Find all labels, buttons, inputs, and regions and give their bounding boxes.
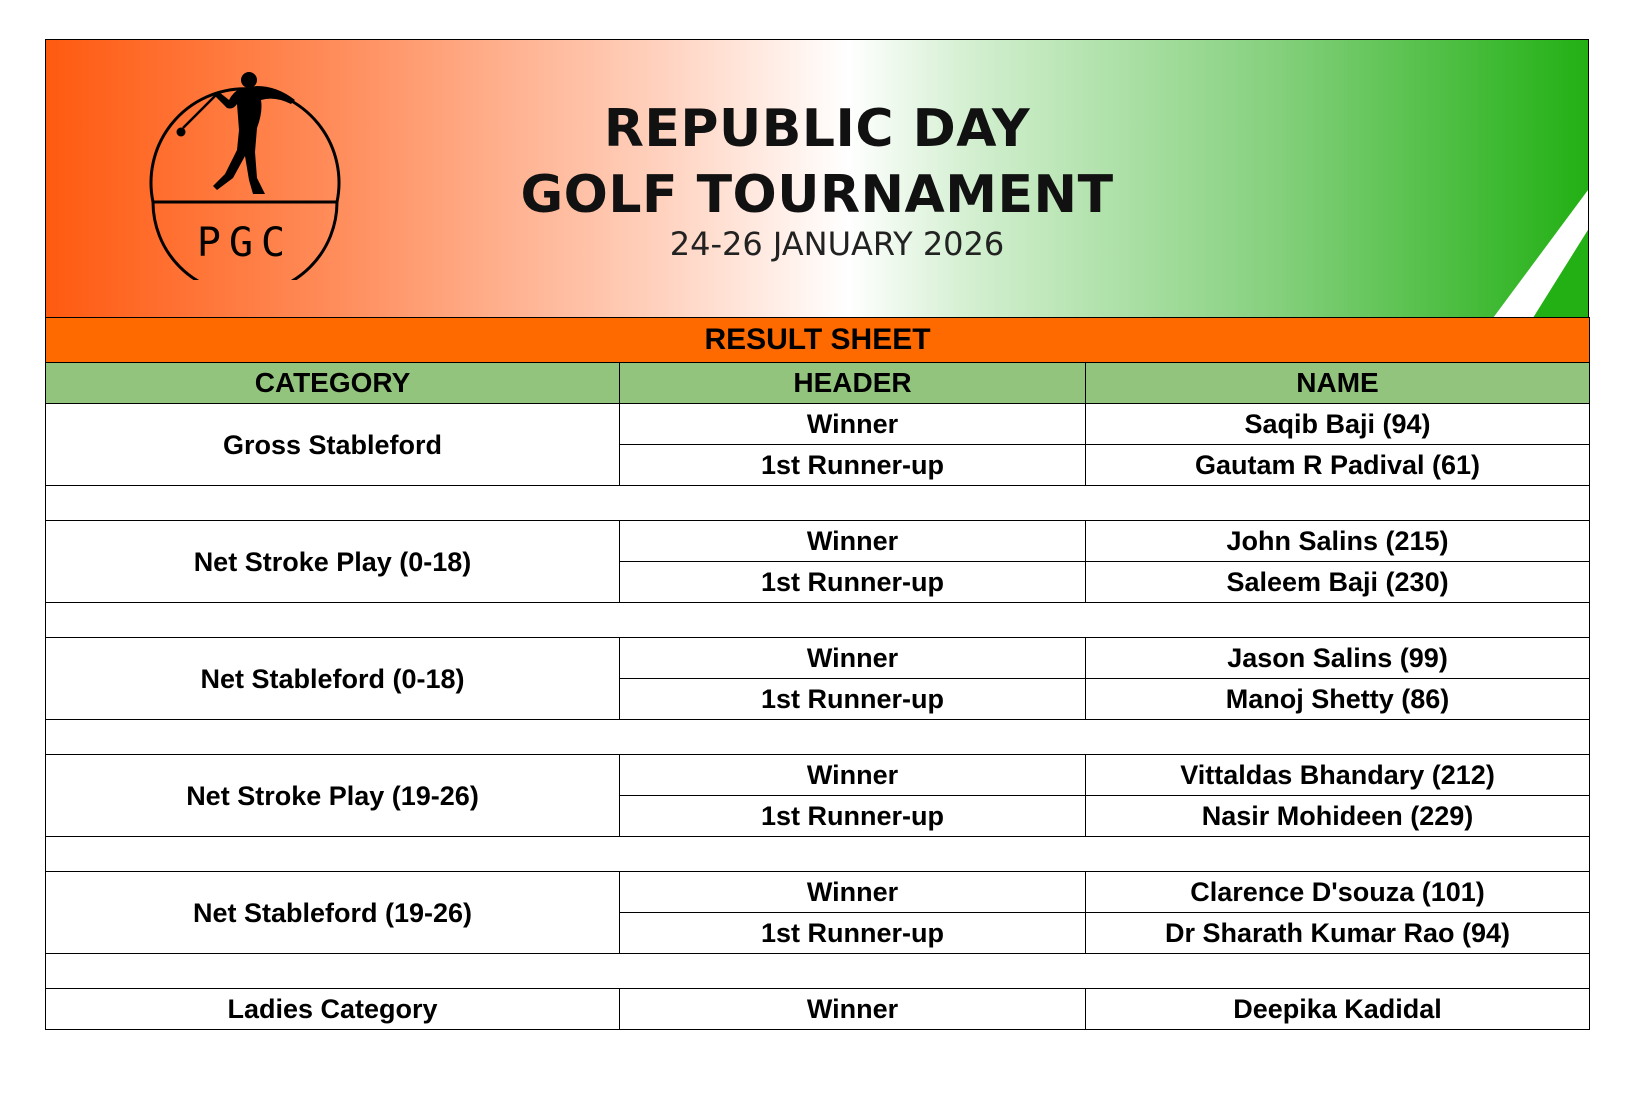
table-row xyxy=(46,638,1590,679)
tournament-dates: 24-26 JANUARY 2026 xyxy=(669,225,1005,263)
spacer-cell xyxy=(46,486,1590,521)
table-row xyxy=(46,872,1590,913)
category-cell: Net Stableford (19-26) xyxy=(46,872,620,954)
name-cell: Manoj Shetty (86) xyxy=(1086,679,1590,720)
header-cell: Winner xyxy=(620,521,1086,562)
spacer-row xyxy=(46,486,1590,521)
column-header-name: NAME xyxy=(1086,363,1590,404)
tournament-banner xyxy=(45,39,1589,317)
table-row xyxy=(46,521,1590,562)
spacer-row xyxy=(46,837,1590,872)
result-sheet xyxy=(45,39,1589,1030)
name-cell: Jason Salins (99) xyxy=(1086,638,1590,679)
results-table xyxy=(45,317,1590,1030)
name-cell: Saleem Baji (230) xyxy=(1086,562,1590,603)
header-cell: Winner xyxy=(620,404,1086,445)
logo-text: PGC xyxy=(196,220,294,266)
header-cell: Winner xyxy=(620,989,1086,1030)
header-cell: 1st Runner-up xyxy=(620,445,1086,486)
name-cell: Vittaldas Bhandary (212) xyxy=(1086,755,1590,796)
title-line-1: REPUBLIC DAY xyxy=(603,99,1031,159)
spacer-row xyxy=(46,720,1590,755)
spacer-row xyxy=(46,954,1590,989)
result-sheet-title: RESULT SHEET xyxy=(46,318,1590,363)
spacer-cell xyxy=(46,837,1590,872)
result-sheet-title-row xyxy=(46,318,1590,363)
category-cell: Ladies Category xyxy=(46,989,620,1030)
column-header-category: CATEGORY xyxy=(46,363,620,404)
table-row xyxy=(46,755,1590,796)
category-cell: Net Stableford (0-18) xyxy=(46,638,620,720)
name-cell: John Salins (215) xyxy=(1086,521,1590,562)
category-cell: Gross Stableford xyxy=(46,404,620,486)
table-row xyxy=(46,989,1590,1030)
name-cell: Dr Sharath Kumar Rao (94) xyxy=(1086,913,1590,954)
header-cell: 1st Runner-up xyxy=(620,562,1086,603)
header-cell: 1st Runner-up xyxy=(620,796,1086,837)
category-cell: Net Stroke Play (0-18) xyxy=(46,521,620,603)
table-row xyxy=(46,404,1590,445)
column-header-header: HEADER xyxy=(620,363,1086,404)
category-cell: Net Stroke Play (19-26) xyxy=(46,755,620,837)
spacer-cell xyxy=(46,720,1590,755)
header-cell: Winner xyxy=(620,872,1086,913)
name-cell: Nasir Mohideen (229) xyxy=(1086,796,1590,837)
name-cell: Gautam R Padival (61) xyxy=(1086,445,1590,486)
spacer-cell xyxy=(46,954,1590,989)
header-cell: Winner xyxy=(620,638,1086,679)
column-header-row xyxy=(46,363,1590,404)
title-line-2: GOLF TOURNAMENT xyxy=(520,165,1114,225)
spacer-row xyxy=(46,603,1590,638)
tournament-title xyxy=(46,96,1588,228)
name-cell: Deepika Kadidal xyxy=(1086,989,1590,1030)
header-cell: 1st Runner-up xyxy=(620,913,1086,954)
spacer-cell xyxy=(46,603,1590,638)
name-cell: Saqib Baji (94) xyxy=(1086,404,1590,445)
name-cell: Clarence D'souza (101) xyxy=(1086,872,1590,913)
header-cell: Winner xyxy=(620,755,1086,796)
header-cell: 1st Runner-up xyxy=(620,679,1086,720)
